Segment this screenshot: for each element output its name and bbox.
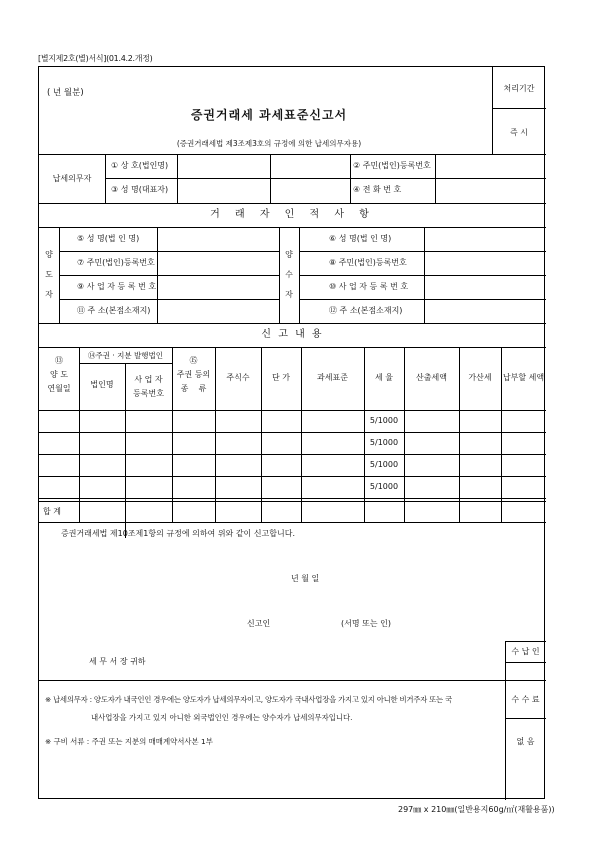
fee-label: 수 수 료 xyxy=(511,695,540,704)
transferee-name-label: ⑥ 성 명(법 인 명) xyxy=(329,234,392,243)
report-form xyxy=(38,66,545,799)
col-tax-payable: 납부할 세액 xyxy=(502,373,545,382)
page-subtitle: (증권거래세법 제3조제3호의 규정에 의한 납세의무자용) xyxy=(176,139,362,148)
transferor-name-label: ⑤ 성 명(법 인 명) xyxy=(77,234,140,243)
col-issuer-bizno: 사 업 자 등록번호 xyxy=(133,375,164,398)
period-label: ( 년 월분) xyxy=(47,88,84,98)
registration-number-label: ② 주민(법인)등록번호 xyxy=(353,161,431,170)
page-title: 증권거래세 과세표준신고서 xyxy=(190,108,348,122)
transferee-label: 양 수 자 xyxy=(285,250,293,299)
transferor-address-label: ⑪ 주 소(본점소재지) xyxy=(77,306,151,315)
col-stock-type: ⑮ 주권 등의 종 류 xyxy=(176,356,211,393)
report-heading: 신 고 내 용 xyxy=(261,329,324,340)
taxpayer-label: 납세의무자 xyxy=(52,174,92,183)
rate-cell: 5/1000 xyxy=(369,482,399,491)
signature-label: (서명 또는 인) xyxy=(341,619,391,628)
transferor-bizno-label: ⑨ 사 업 자 등 록 번 호 xyxy=(77,282,157,291)
reporter-label: 신고인 xyxy=(247,619,271,628)
col-computed-tax: 산출세액 xyxy=(416,373,447,382)
transferor-regno-label: ⑦ 주민(법인)등록번호 xyxy=(77,258,155,267)
rate-cell: 5/1000 xyxy=(369,438,399,447)
col-transfer-date: ⑬ 양 도 연월일 xyxy=(47,356,71,393)
processing-period-label: 처리기간 xyxy=(503,84,535,93)
tax-office-label: 세 무 서 장 귀하 xyxy=(89,657,146,666)
paper-spec: 297㎜ x 210㎜(일반용지60g/㎡(재활용품)) xyxy=(398,805,555,814)
transferee-regno-label: ⑧ 주민(법인)등록번호 xyxy=(329,258,407,267)
total-row-label: 합 계 xyxy=(43,507,61,516)
col-unit-price: 단 가 xyxy=(272,373,290,382)
phone-number-label: ④ 전 화 번 호 xyxy=(353,185,402,194)
col-issuer-name: 법인명 xyxy=(90,380,114,389)
declaration-date: 년 월 일 xyxy=(291,574,320,583)
company-name-label: ① 상 호(법인명) xyxy=(111,161,169,170)
form-code: [별지제2호(별)서식](01.4.2.개정) xyxy=(38,54,153,63)
col-shares: 주식수 xyxy=(226,373,250,382)
transferee-address-label: ⑫ 주 소(본점소재지) xyxy=(329,306,403,315)
col-issuer: ⑭주권 · 지분 발행법인 xyxy=(88,351,163,360)
representative-name-label: ③ 성 명(대표자) xyxy=(111,185,169,194)
rate-cell: 5/1000 xyxy=(369,416,399,425)
col-tax-base: 과세표준 xyxy=(317,373,348,382)
rate-cell: 5/1000 xyxy=(369,460,399,469)
col-tax-rate: 세 율 xyxy=(375,373,393,382)
processing-period-value: 즉 시 xyxy=(510,128,528,137)
declaration-text: 증권거래세법 제10조제1항의 규정에 의하여 위와 같이 신고합니다. xyxy=(61,529,295,538)
note-documents: ※ 구비 서류 : 주권 또는 지분의 매매계약서사본 1부 xyxy=(45,737,213,746)
note-taxpayer: ※ 납세의무자 : 양도자가 내국인인 경우에는 양도자가 납세의무자이고, 양도자가 국내사업장을 가지고 있지 아니한 비거주자 또는 국 xyxy=(45,695,452,704)
transferor-label: 양 도 자 xyxy=(45,250,53,299)
parties-heading: 거 래 자 인 적 사 항 xyxy=(210,209,375,220)
note-taxpayer-cont: 내사업장을 가지고 있지 아니한 외국법인인 경우에는 양수자가 납세의무자입니다. xyxy=(91,713,353,722)
fee-value: 없 음 xyxy=(516,737,535,746)
transferee-bizno-label: ⑩ 사 업 자 등 록 번 호 xyxy=(329,282,409,291)
col-additional-tax: 가산세 xyxy=(468,373,492,382)
receipt-stamp-label: 수 납 인 xyxy=(511,647,540,656)
